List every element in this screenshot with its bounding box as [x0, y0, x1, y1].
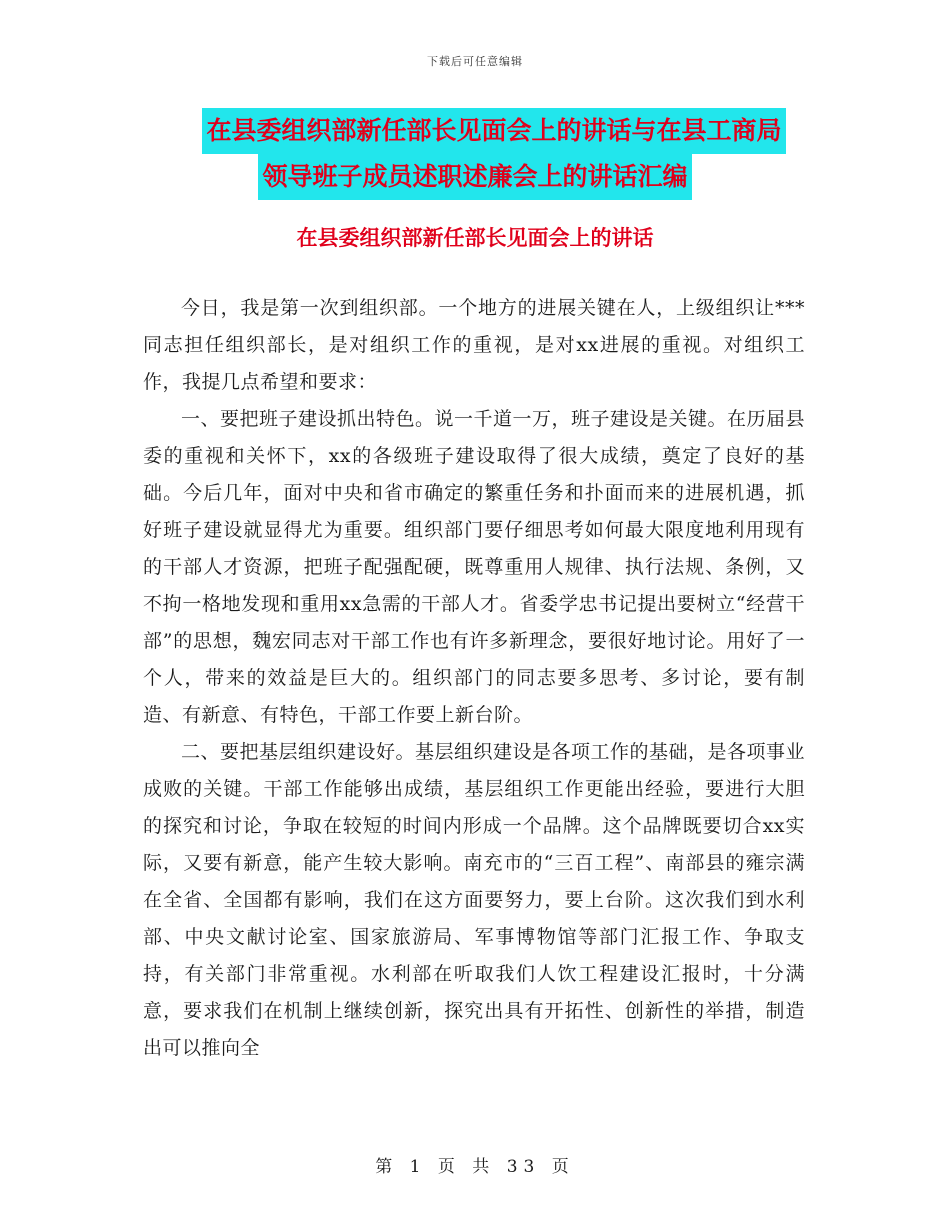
- section-title: 在县委组织部新任部长见面会上的讲话: [296, 225, 654, 250]
- page-header-note: 下载后可任意编辑: [427, 55, 523, 68]
- paragraph-2: 一、要把班子建设抓出特色。说一千道一万，班子建设是关键。在历届县委的重视和关怀下，xx的各级班子建设取得了很大成绩，奠定了良好的基础。今后几年，面对中央和省市确定的繁重任务和扑面而来的进展机遇，抓好班子建设就显得尤为重要。组织部门要仔细思考如何最大限度地利用现有的干部人才资源，把班子配强配硬，既尊重用人规律、执行法规、条例，又不拘一格地发现和重用xx急需的干部人才。省委学忠书记提出要树立“经营干部”的思想，魏宏同志对干部工作也有许多新理念，要很好地讨论。用好了一个人，带来的效益是巨大的。组织部门的同志要多思考、多讨论，要有制造、有新意、有特色，干部工作要上新台阶。: [143, 408, 806, 726]
- document-title: [0, 108, 950, 200]
- page-number-footer: 第 1 页 共 33 页: [375, 1157, 575, 1177]
- paragraph-3: 二、要把基层组织建设好。基层组织建设是各项工作的基础，是各项事业成败的关键。干部工作能够出成绩，基层组织工作更能出经验，要进行大胆的探究和讨论，争取在较短的时间内形成一个品牌。这个品牌既要切合xx实际，又要有新意，能产生较大影响。南充市的“三百工程”、南部县的雍宗满在全省、全国都有影响，我们在这方面要努力，要上台阶。这次我们到水利部、中央文献讨论室、国家旅游局、军事博物馆等部门汇报工作、争取支持，有关部门非常重视。水利部在听取我们人饮工程建设汇报时，十分满意，要求我们在机制上继续创新，探究出具有开拓性、创新性的举措，制造出可以推向全: [143, 741, 806, 1059]
- document-title-line-2: 领导班子成员述职述廉会上的讲话汇编: [258, 154, 691, 200]
- paragraph-1: 今日，我是第一次到组织部。一个地方的进展关键在人，上级组织让***同志担任组织部长，是对组织工作的重视，是对xx进展的重视。对组织工作，我提几点希望和要求：: [143, 297, 805, 393]
- body-text: [143, 290, 805, 1067]
- document-title-line-1: 在县委组织部新任部长见面会上的讲话与在县工商局: [202, 108, 785, 154]
